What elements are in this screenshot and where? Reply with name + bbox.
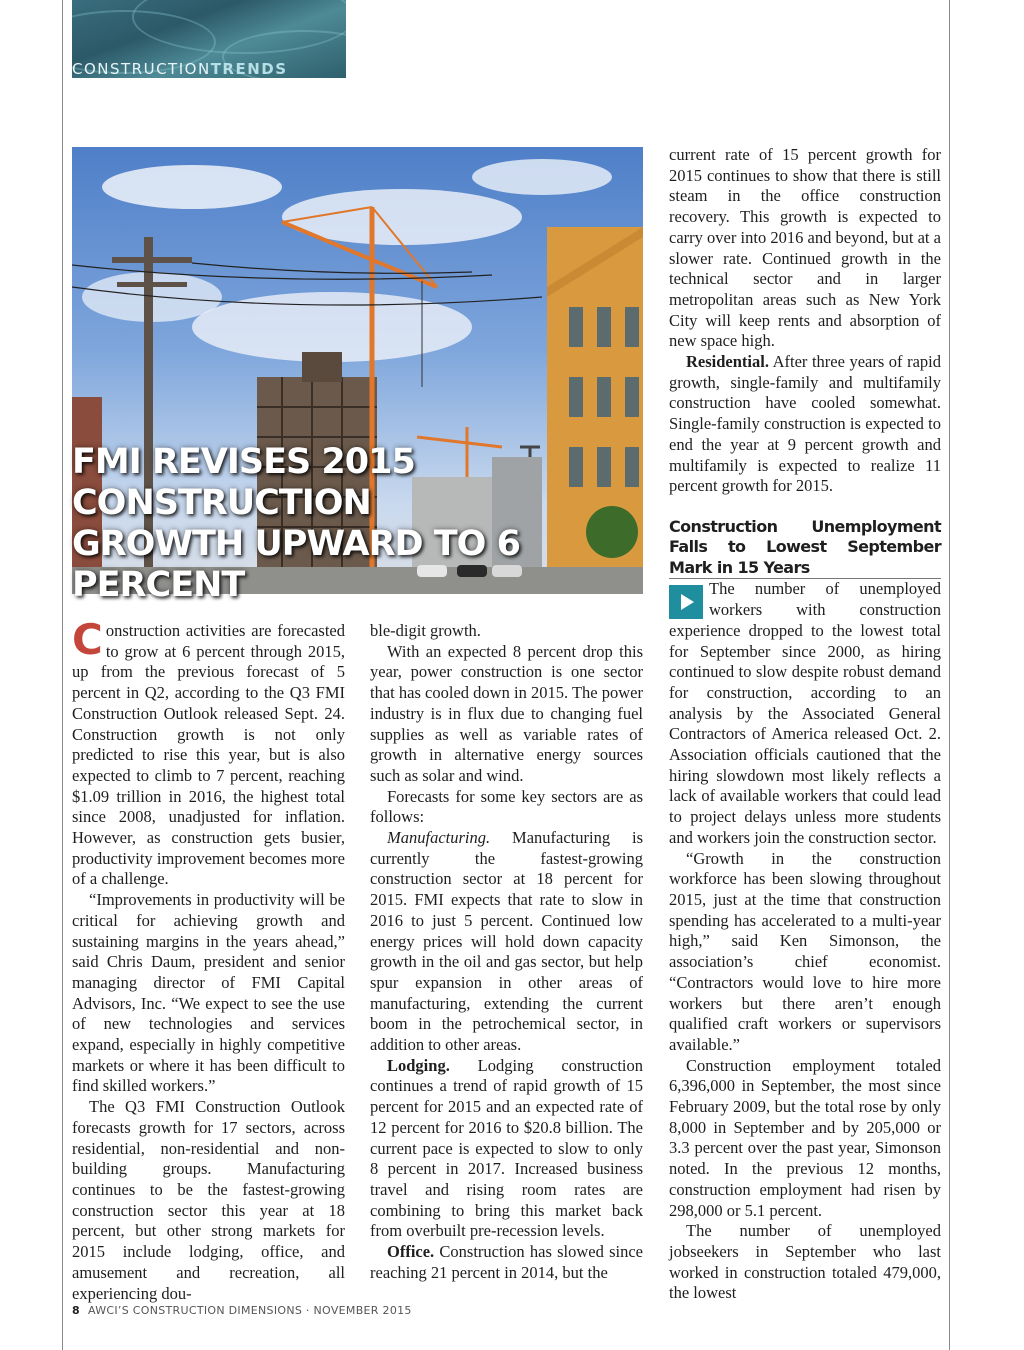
lodging-text: Lodging construction continues a trend of rapid growth of 15 percent for 2015 and an expected rate of 12 percent for 2016 to $20.8 billion. The current pace is expected to slow to only 8 percent in 2017. Increased business travel and rising room rates are combining to bring this market back from overbuilt pre-recession levels. <box>370 1055 643 1241</box>
footer-publication: AWCI’S CONSTRUCTION DIMENSIONS · NOVEMBER 2015 <box>87 1304 412 1317</box>
employment-total-paragraph: Construction employment totaled 6,396,000 in September, the most since February 2009, but the total rose by only 8,000 in September and by 205,000 or 3.3 percent over the past year, Simonson noted. In the previous 12 months, construction employment had risen by 298,000 or 5.1 percent. <box>669 1055 941 1220</box>
column-1 <box>72 615 345 1304</box>
office-continued-paragraph: current rate of 15 percent growth for 2015 continues to show that there is still steam in the office construction recovery. This growth is expected to carry over into 2016 and beyond, but at a slower rate. Continued growth in the technical sector and in larger metropolitan areas such as New York City will keep rents and absorption of new space high. <box>669 145 941 351</box>
column-3 <box>669 145 941 1304</box>
intro-text: onstruction activities are forecasted to grow at 6 percent through 2015, up from the previous forecast of 5 percent in Q2, according to the Q3 FMI Construction Outlook released Sept. 24. Construction growth is not only predicted to rise this year, but is also expected to climb to 7 percent, reaching $1.09 trillion in 2016, the highest total since 2008, unadjusted for inflation. However, as construction gets busier, productivity improvement becomes more of a challenge. <box>72 621 345 889</box>
outlook-paragraph: The Q3 FMI Construction Outlook forecasts growth for 17 sectors, across residential, non-residential and non-building groups. Manufacturing continues to be the fastest-growing construction sector this year at 18 percent, but other strong markets for 2015 include lodging, office, and amusement and recreation, all experiencing dou- <box>72 1097 345 1303</box>
column-2 <box>370 621 643 1284</box>
manufacturing-paragraph <box>370 828 643 1056</box>
section-label <box>72 60 288 78</box>
residential-paragraph <box>669 352 941 497</box>
unemployment-subhead: Construction Unemployment Falls to Lowest September Mark in 15 Years <box>669 517 941 580</box>
office-label: Office. <box>387 1242 435 1262</box>
drop-cap: C <box>72 615 103 664</box>
simonson-quote-paragraph: “Growth in the construction workforce has been slowing throughout 2015, just at the time that construction spending has accelerated to a multi-year high,” said Ken Simonson, the association’s chief economist. “Contractors would love to hire more workers but there aren’t enough qualified craft workers or supervisors available.” <box>669 848 941 1054</box>
unemployment-intro-paragraph <box>669 579 941 848</box>
office-text: Construction has slowed since reaching 21 percent in 2014, but the <box>370 1242 643 1282</box>
page-margin-rule-left <box>62 0 63 1350</box>
unemployment-intro-text: The number of unemployed workers with construction experience dropped to the lowest total for September since 2000, as hiring continued to slow despite robust demand for construction, according to an analysis by the Associated General Contractors of America released Oct. 2. Association officials cautioned that the hiring slowdown most likely reflects a lack of available workers that could lead to project delays unless more students and workers join the construction sector. <box>669 579 941 847</box>
daum-quote-paragraph: “Improvements in productivity will be critical for achieving growth and sustaining margins in the years ahead,” said Chris Daum, president and senior managing director of FMI Capital Advisors, Inc. “We expect to see the use of new technologies and services expand, especially in highly competitive markets or where it has been difficult to find skilled workers.” <box>72 890 345 1096</box>
manufacturing-text: Manufacturing is currently the fastest-growing construction sector at 18 percent for 2015. FMI expects that rate to slow in 2016 to just 5 percent. Continued low energy prices will hold down capacity growth in the oil and gas sector, but help spur expansion in other areas of manufacturing, extending the current boom in the petrochemical sector, in addition to other areas. <box>370 828 643 1055</box>
continued-paragraph: ble-digit growth. <box>370 621 481 640</box>
article-headline: FMI REVISES 2015 CONSTRUCTION GROWTH UPWARD TO 6 PERCENT <box>72 442 520 605</box>
page-margin-rule-right <box>949 0 950 1350</box>
lodging-label: Lodging. <box>387 1055 450 1075</box>
section-label-bold: TRENDS <box>210 60 288 78</box>
section-label-light: CONSTRUCTION <box>72 60 211 78</box>
page-footer <box>72 1304 412 1317</box>
jobseekers-paragraph: The number of unemployed jobseekers in September who last worked in construction totaled 479,000, the lowest <box>669 1221 941 1303</box>
forecast-intro-paragraph: Forecasts for some key sectors are as follows: <box>370 786 643 827</box>
manufacturing-label: Manufacturing. <box>387 828 491 848</box>
play-arrow-icon <box>669 585 703 619</box>
power-paragraph: With an expected 8 percent drop this year, power construction is one sector that has cooled down in 2015. The power industry is in flux due to changing fuel supplies as well as variable rates of growth in alternative energy sources such as solar and wind. <box>370 641 643 785</box>
office-paragraph <box>370 1242 643 1283</box>
residential-label: Residential. <box>686 352 769 372</box>
lodging-paragraph <box>370 1056 643 1242</box>
residential-text: After three years of rapid growth, single-family and multifamily construction have cooled somewhat. Single-family construction is expected to end the year at 9 percent growth and multifamily is expected to realize 11 percent growth for 2015. <box>669 352 941 496</box>
page-number: 8 <box>72 1304 80 1317</box>
intro-paragraph <box>72 615 345 890</box>
